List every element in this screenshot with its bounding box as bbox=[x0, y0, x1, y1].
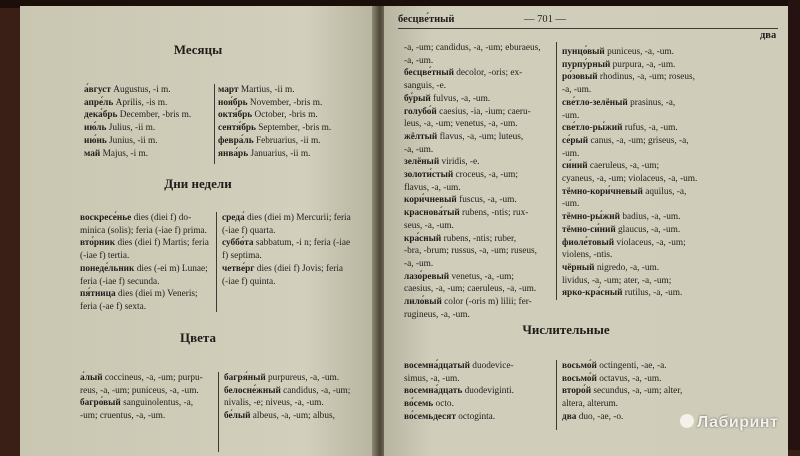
dictionary-entry bbox=[562, 211, 742, 224]
latin-translation: rubens, -ntis; rux- bbox=[459, 208, 529, 219]
dictionary-entry bbox=[222, 237, 372, 250]
latin-translation: (-iae f) quinta. bbox=[222, 276, 276, 287]
latin-translation: (-iae f) tertia. bbox=[80, 251, 130, 262]
latin-translation: croceus, -a, -um; bbox=[453, 170, 518, 181]
headword: чёрный bbox=[562, 262, 595, 273]
latin-translation: caeruleus, -a, -um; bbox=[587, 161, 660, 172]
left-page bbox=[20, 6, 376, 456]
latin-translation: nivalis, -e; niveus, -a, -um. bbox=[224, 398, 324, 409]
latin-translation: December, -bris m. bbox=[117, 110, 192, 121]
dictionary-entry bbox=[222, 212, 372, 225]
headword: све́тло-ры́жий bbox=[562, 123, 623, 134]
headword: ию́нь bbox=[84, 135, 107, 146]
latin-translation: octavus, -a, -um. bbox=[596, 373, 662, 384]
headword: пя́тница bbox=[80, 289, 116, 300]
latin-translation: violens, -ntis. bbox=[562, 250, 613, 261]
column-divider bbox=[214, 84, 215, 164]
dictionary-entry bbox=[404, 118, 554, 131]
latin-translation: caesius, -a, -um; caeruleus, -a, -um. bbox=[404, 284, 537, 295]
dictionary-entry bbox=[84, 97, 212, 110]
latin-translation: purpureus, -a, -um. bbox=[265, 373, 340, 383]
dictionary-entry bbox=[562, 249, 742, 262]
dictionary-entry bbox=[562, 59, 742, 72]
section-title-weekdays: Дни недели bbox=[164, 176, 232, 191]
headword: багря́ный bbox=[224, 373, 266, 383]
headword: ию́ль bbox=[84, 123, 107, 134]
watermark bbox=[680, 414, 778, 432]
latin-translation: rugineus, -a, -um. bbox=[404, 309, 470, 320]
headword: октя́брь bbox=[218, 110, 253, 121]
dictionary-entry bbox=[562, 71, 742, 84]
headword: ро́зовый bbox=[562, 72, 598, 83]
latin-translation: duo, -ae, -o. bbox=[576, 411, 624, 422]
dictionary-entry bbox=[404, 106, 554, 119]
dictionary-entry bbox=[222, 250, 372, 263]
headword: восемна́дцать bbox=[404, 386, 463, 397]
latin-translation: badius, -a, -um. bbox=[620, 212, 681, 223]
dictionary-entry bbox=[222, 276, 372, 289]
labirint-logo-icon bbox=[680, 414, 694, 428]
headword: си́ний bbox=[562, 161, 588, 172]
dictionary-entry bbox=[562, 237, 742, 250]
dictionary-entry bbox=[84, 135, 212, 148]
headword: багро́вый bbox=[80, 398, 121, 409]
headword: лазо́ревый bbox=[404, 271, 450, 282]
headword: второ́й bbox=[562, 386, 592, 397]
latin-translation: -a, -um. bbox=[404, 144, 434, 155]
latin-translation: -um. bbox=[562, 199, 580, 210]
latin-translation: flavus, -a, -um; luteus, bbox=[437, 131, 524, 142]
running-head-right: два bbox=[760, 30, 777, 41]
section-title-colors: Цвета bbox=[180, 330, 216, 345]
dictionary-entry bbox=[80, 397, 216, 410]
dictionary-entry bbox=[84, 84, 212, 97]
headword: понеде́льник bbox=[80, 263, 135, 274]
latin-translation: nigredo, -a, -um. bbox=[594, 262, 660, 273]
dictionary-entry bbox=[404, 245, 554, 258]
months-column-2 bbox=[218, 84, 368, 160]
latin-translation: Julius, -ii m. bbox=[106, 123, 156, 134]
dictionary-entry bbox=[84, 122, 212, 135]
latin-translation: September, -bris m. bbox=[255, 123, 332, 134]
latin-translation: dies (diei m) Veneris; bbox=[115, 289, 198, 300]
dictionary-entry bbox=[80, 250, 214, 263]
headword: пурпу́рный bbox=[562, 59, 611, 70]
headword: ноя́брь bbox=[218, 97, 248, 108]
colors-column-continued-1 bbox=[404, 42, 554, 321]
latin-translation: (-iae f) quarta. bbox=[222, 225, 276, 236]
dictionary-entry bbox=[562, 398, 742, 411]
book-cover-edge bbox=[788, 0, 800, 450]
numerals-column-1 bbox=[404, 360, 554, 424]
latin-translation: feria (-iae f) secunda. bbox=[80, 276, 160, 287]
latin-translation: coccineus, -a, -um; purpu- bbox=[102, 373, 203, 383]
headword: бу́рый bbox=[404, 93, 431, 104]
latin-translation: Majus, -i m. bbox=[100, 148, 149, 159]
headword: тёмно-си́ний bbox=[562, 224, 616, 235]
latin-translation: rhodinus, -a, -um; roseus, bbox=[597, 72, 695, 83]
latin-translation: aquilus, -a, bbox=[642, 186, 687, 197]
dictionary-entry bbox=[404, 131, 554, 144]
latin-translation: puniceus, -a, -um. bbox=[604, 47, 674, 57]
dictionary-entry bbox=[218, 109, 368, 122]
latin-translation: candidus, -a, -um; bbox=[280, 385, 351, 396]
dictionary-entry bbox=[562, 360, 742, 373]
headword: а́вгуст bbox=[84, 85, 111, 95]
latin-translation: fuscus, -a, -um. bbox=[456, 195, 517, 206]
colors-column-continued-2 bbox=[562, 46, 742, 300]
latin-translation: October, -bris m. bbox=[252, 110, 318, 121]
dictionary-entry bbox=[218, 148, 368, 161]
dictionary-entry bbox=[404, 271, 554, 284]
latin-translation: November, -bris m. bbox=[247, 97, 323, 108]
headword: а́лый bbox=[80, 373, 103, 383]
headword: март bbox=[218, 85, 239, 95]
headword: апре́ль bbox=[84, 97, 114, 108]
latin-translation: Junius, -ii m. bbox=[106, 135, 158, 146]
latin-translation: glaucus, -a, -um. bbox=[615, 224, 681, 235]
headword: два bbox=[562, 411, 577, 422]
headword: краснова́тый bbox=[404, 208, 460, 219]
dictionary-entry bbox=[218, 135, 368, 148]
dictionary-entry bbox=[80, 410, 216, 423]
dictionary-entry bbox=[562, 262, 742, 275]
dictionary-entry bbox=[84, 109, 212, 122]
dictionary-entry bbox=[562, 275, 742, 288]
headword: янва́рь bbox=[218, 148, 249, 159]
latin-translation: sabbatum, -i n; feria (-iae bbox=[253, 238, 351, 249]
dictionary-entry bbox=[224, 410, 374, 423]
latin-translation: octo. bbox=[433, 399, 454, 410]
headword: голубо́й bbox=[404, 106, 437, 117]
latin-translation: flavus, -a, -um. bbox=[404, 182, 461, 193]
dictionary-entry bbox=[404, 373, 554, 386]
headword: белосне́жный bbox=[224, 385, 281, 396]
dictionary-entry bbox=[404, 42, 554, 55]
dictionary-entry bbox=[404, 156, 554, 169]
dictionary-entry bbox=[224, 385, 374, 398]
colors-column-2 bbox=[224, 372, 374, 423]
headword: бе́лый bbox=[224, 411, 251, 422]
latin-translation: Augustus, -i m. bbox=[110, 85, 171, 95]
dictionary-entry bbox=[562, 148, 742, 161]
headword: зелёный bbox=[404, 157, 440, 168]
column-divider bbox=[218, 372, 219, 452]
dictionary-entry bbox=[84, 148, 212, 161]
dictionary-entry bbox=[562, 173, 742, 186]
latin-translation: decolor, -oris; ex- bbox=[453, 68, 523, 79]
dictionary-entry bbox=[562, 160, 742, 173]
dictionary-entry bbox=[404, 93, 554, 106]
dictionary-entry bbox=[80, 288, 214, 301]
dictionary-entry bbox=[562, 224, 742, 237]
headword: во́семь bbox=[404, 399, 434, 410]
dictionary-entry bbox=[562, 198, 742, 211]
headword: восемна́дцатый bbox=[404, 361, 470, 371]
dictionary-entry bbox=[404, 296, 554, 309]
latin-translation: dies (diei m) Mercurii; feria bbox=[244, 213, 351, 223]
weekdays-column-2 bbox=[222, 212, 372, 288]
dictionary-entry bbox=[562, 385, 742, 398]
section-title-months: Месяцы bbox=[173, 42, 223, 57]
headword: ярко-кра́сный bbox=[562, 288, 623, 299]
latin-translation: duodeviginti. bbox=[462, 386, 514, 397]
headword: кра́сный bbox=[404, 233, 442, 244]
dictionary-entry bbox=[404, 360, 554, 373]
dictionary-entry bbox=[218, 84, 368, 97]
latin-translation: Aprilis, -is m. bbox=[113, 97, 168, 108]
headword: вто́рник bbox=[80, 238, 116, 249]
headword: се́рый bbox=[562, 135, 589, 146]
headword: среда́ bbox=[222, 213, 245, 223]
dictionary-entry bbox=[562, 84, 742, 97]
dictionary-entry bbox=[80, 372, 216, 385]
running-head: бесцве́тный bbox=[398, 14, 455, 25]
latin-translation: dies (diei f) Jovis; feria bbox=[254, 263, 344, 274]
latin-translation: minica (solis); feria (-iae f) prima. bbox=[80, 225, 208, 236]
watermark-text: Лабиринт bbox=[697, 414, 779, 431]
column-divider bbox=[216, 212, 217, 312]
dictionary-entry bbox=[222, 225, 372, 238]
page-number: — 701 — bbox=[524, 14, 566, 25]
latin-translation: cyaneus, -a, -um; violaceus, -a, -um. bbox=[562, 174, 698, 185]
latin-translation: -um. bbox=[562, 110, 580, 121]
dictionary-entry bbox=[80, 301, 214, 314]
dictionary-entry bbox=[404, 385, 554, 398]
dictionary-entry bbox=[80, 263, 214, 276]
section-title-numerals: Числительные bbox=[522, 322, 610, 337]
dictionary-entry bbox=[222, 263, 372, 276]
latin-translation: color (-oris m) lilii; fer- bbox=[441, 297, 532, 308]
dictionary-entry bbox=[80, 237, 214, 250]
latin-translation: albeus, -a, -um; albus, bbox=[250, 411, 335, 422]
headword: лило́вый bbox=[404, 297, 442, 308]
months-column-1 bbox=[84, 84, 212, 160]
dictionary-entry bbox=[404, 411, 554, 424]
latin-translation: Martius, -ii m. bbox=[238, 85, 295, 95]
dictionary-entry bbox=[218, 97, 368, 110]
latin-translation: lividus, -a, -um; ater, -a, -um; bbox=[562, 275, 672, 286]
dictionary-entry bbox=[404, 67, 554, 80]
headword: февра́ль bbox=[218, 135, 254, 146]
headword: сентя́брь bbox=[218, 123, 256, 134]
latin-translation: dies (-ei m) Lunae; bbox=[134, 263, 208, 274]
dictionary-entry bbox=[404, 55, 554, 68]
latin-translation: feria (-ae f) sexta. bbox=[80, 301, 147, 312]
headword: кори́чневый bbox=[404, 195, 457, 206]
dictionary-entry bbox=[404, 398, 554, 411]
latin-translation: dies (diei f) Martis; feria bbox=[115, 238, 209, 249]
latin-translation: -um; cruentus, -a, -um. bbox=[80, 411, 166, 422]
headword: май bbox=[84, 148, 101, 159]
dictionary-entry bbox=[404, 233, 554, 246]
headword: жёлтый bbox=[404, 131, 438, 142]
latin-translation: octoginta. bbox=[455, 411, 496, 422]
headword: восьмо́й bbox=[562, 373, 597, 384]
latin-translation: prasinus, -a, bbox=[627, 97, 676, 108]
dictionary-entry bbox=[562, 373, 742, 386]
dictionary-entry bbox=[404, 182, 554, 195]
headword: бесцве́тный bbox=[404, 68, 454, 79]
colors-column-1 bbox=[80, 372, 216, 423]
headword: фиоле́товый bbox=[562, 237, 615, 248]
dictionary-entry bbox=[562, 46, 742, 59]
latin-translation: Januarius, -ii m. bbox=[248, 148, 311, 159]
latin-translation: rubens, -ntis; ruber, bbox=[441, 233, 517, 244]
dictionary-entry bbox=[404, 309, 554, 322]
latin-translation: duodevice- bbox=[469, 361, 514, 371]
latin-translation: purpura, -a, -um. bbox=[610, 59, 676, 70]
header-rule bbox=[398, 28, 778, 29]
latin-translation: caesius, -ia, -ium; caeru- bbox=[436, 106, 531, 117]
latin-translation: canus, -a, -um; griseus, -a, bbox=[588, 135, 689, 146]
dictionary-entry bbox=[404, 169, 554, 182]
dictionary-entry bbox=[80, 385, 216, 398]
latin-translation: -a, -um; candidus, -a, -um; eburaeus, bbox=[404, 43, 541, 53]
dictionary-entry bbox=[562, 122, 742, 135]
dictionary-entry bbox=[404, 283, 554, 296]
headword: во́семьдесят bbox=[404, 411, 456, 422]
latin-translation: fulvus, -a, -um. bbox=[430, 93, 491, 104]
dictionary-entry bbox=[80, 225, 214, 238]
latin-translation: -bra, -brum; russus, -a, -um; ruseus, bbox=[404, 246, 537, 257]
latin-translation: rutilus, -a, -um. bbox=[622, 288, 683, 299]
latin-translation: seus, -a, -um. bbox=[404, 220, 454, 231]
headword: све́тло-зелёный bbox=[562, 97, 628, 108]
headword: воскресе́нье bbox=[80, 213, 132, 223]
latin-translation: dies (diei f) do- bbox=[131, 213, 192, 223]
column-divider bbox=[556, 42, 557, 300]
dictionary-entry bbox=[404, 258, 554, 271]
dictionary-entry bbox=[404, 207, 554, 220]
latin-translation: venetus, -a, -um; bbox=[449, 271, 514, 282]
dictionary-entry bbox=[80, 276, 214, 289]
latin-translation: rufus, -a, -um. bbox=[622, 123, 678, 134]
dictionary-entry bbox=[218, 122, 368, 135]
latin-translation: -a, -um. bbox=[404, 258, 434, 269]
dictionary-entry bbox=[562, 287, 742, 300]
headword: суббо́та bbox=[222, 238, 254, 249]
dictionary-entry bbox=[404, 194, 554, 207]
dictionary-entry bbox=[224, 397, 374, 410]
dictionary-entry bbox=[80, 212, 214, 225]
headword: золоти́стый bbox=[404, 170, 454, 181]
latin-translation: sanguis, -e. bbox=[404, 81, 447, 92]
headword: пунцо́вый bbox=[562, 47, 605, 57]
headword: восьмо́й bbox=[562, 361, 597, 371]
latin-translation: -a, -um. bbox=[404, 55, 434, 66]
latin-translation: -um. bbox=[562, 148, 580, 159]
dictionary-entry bbox=[562, 97, 742, 110]
dictionary-entry bbox=[562, 186, 742, 199]
latin-translation: reus, -a, -um; puniceus, -a, -um. bbox=[80, 385, 199, 396]
headword: дека́брь bbox=[84, 110, 118, 121]
dictionary-entry bbox=[404, 144, 554, 157]
dictionary-entry bbox=[562, 110, 742, 123]
latin-translation: violaceus, -a, -um; bbox=[614, 237, 686, 248]
column-divider bbox=[556, 360, 557, 430]
right-page bbox=[384, 6, 788, 456]
dictionary-entry bbox=[404, 80, 554, 93]
latin-translation: leus, -a, -um; venetus, -a, -um. bbox=[404, 119, 518, 130]
latin-translation: f) septima. bbox=[222, 251, 262, 262]
dictionary-entry bbox=[404, 220, 554, 233]
latin-translation: viridis, -e. bbox=[439, 157, 480, 168]
dictionary-entry bbox=[224, 372, 374, 385]
latin-translation: secundus, -a, -um; alter, bbox=[591, 386, 683, 397]
latin-translation: simus, -a, -um. bbox=[404, 373, 460, 384]
dictionary-entry bbox=[562, 135, 742, 148]
latin-translation: altera, alterum. bbox=[562, 399, 619, 410]
latin-translation: sanguinolentus, -a, bbox=[120, 398, 194, 409]
weekdays-column-1 bbox=[80, 212, 214, 314]
headword: четве́рг bbox=[222, 263, 255, 274]
latin-translation: Februarius, -ii m. bbox=[253, 135, 321, 146]
headword: тёмно-кори́чневый bbox=[562, 186, 643, 197]
headword: тёмно-ры́жий bbox=[562, 212, 621, 223]
latin-translation: octingenti, -ae, -a. bbox=[596, 361, 667, 371]
latin-translation: -a, -um. bbox=[562, 85, 592, 96]
